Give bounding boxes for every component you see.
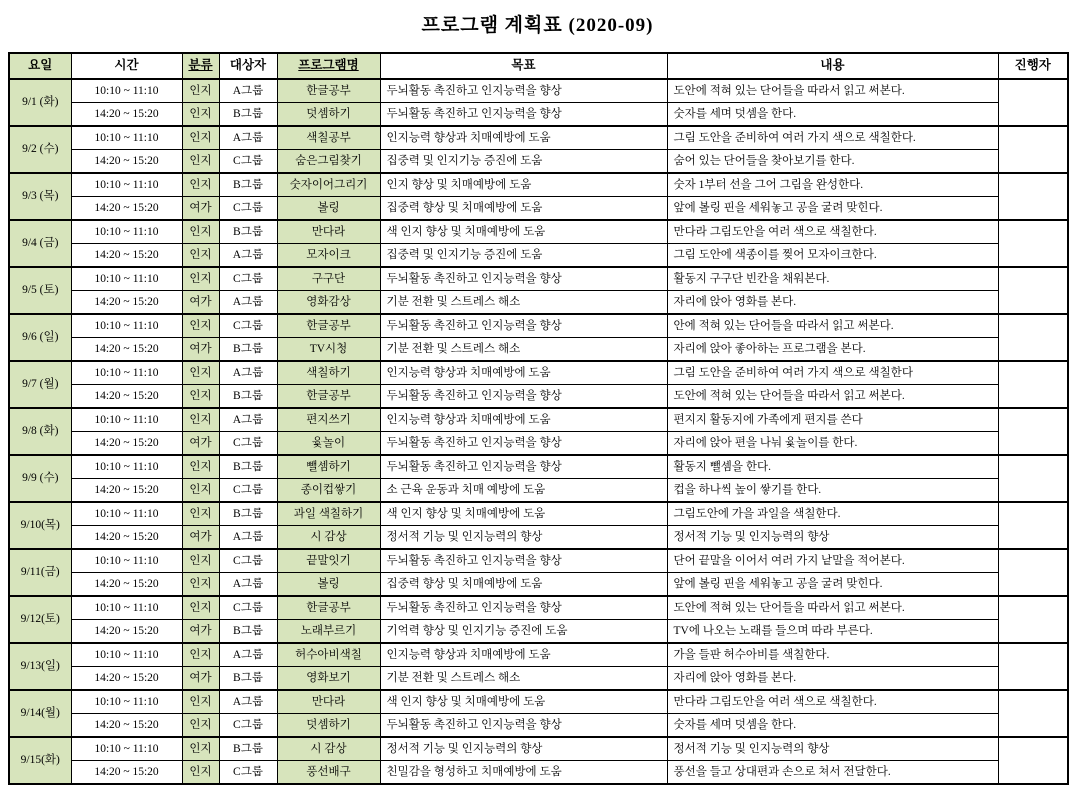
category-cell: 인지 [182,455,219,479]
day-cell: 9/5 (토) [9,267,71,314]
group-cell: A그룹 [219,643,277,667]
schedule-row [9,314,1068,338]
content-cell: 만다라 그림도안을 여러 색으로 색칠한다. [667,220,998,244]
category-cell: 인지 [182,314,219,338]
category-cell: 여가 [182,620,219,644]
group-cell: B그룹 [219,455,277,479]
day-cell: 9/13(일) [9,643,71,690]
time-cell: 14:20 ~ 15:20 [71,620,182,644]
schedule-row [9,549,1068,573]
goal-cell: 기분 전환 및 스트레스 해소 [380,291,667,315]
group-cell: C그룹 [219,549,277,573]
category-cell: 인지 [182,385,219,409]
day-cell: 9/6 (일) [9,314,71,361]
program-cell: 뺄셈하기 [277,455,380,479]
content-cell: 그림 도안을 준비하여 여러 가지 색으로 색칠한다. [667,126,998,150]
category-cell: 인지 [182,714,219,738]
goal-cell: 집중력 향상 및 치매예방에 도움 [380,573,667,597]
day-cell: 9/2 (수) [9,126,71,173]
day-cell: 9/11(금) [9,549,71,596]
group-cell: B그룹 [219,173,277,197]
day-cell: 9/9 (수) [9,455,71,502]
program-cell: 편지쓰기 [277,408,380,432]
day-cell: 9/3 (목) [9,173,71,220]
group-cell: A그룹 [219,361,277,385]
time-cell: 10:10 ~ 11:10 [71,549,182,573]
schedule-row [9,502,1068,526]
group-cell: C그룹 [219,267,277,291]
content-cell: 자리에 앉아 영화를 본다. [667,291,998,315]
content-cell: 숫자를 세며 덧셈을 한다. [667,103,998,127]
facilitator-cell [998,220,1068,267]
program-cell: 한글공부 [277,596,380,620]
page-title: 프로그램 계획표 (2020-09) [421,15,654,36]
schedule-row [9,220,1068,244]
schedule-row [9,526,1068,550]
group-cell: B그룹 [219,338,277,362]
content-cell: 자리에 앉아 편을 나눠 윷놀이를 한다. [667,432,998,456]
goal-cell: 인지능력 향상과 치매예방에 도움 [380,408,667,432]
program-cell: 윷놀이 [277,432,380,456]
goal-cell: 색 인지 향상 및 치매예방에 도움 [380,502,667,526]
day-cell: 9/7 (월) [9,361,71,408]
time-cell: 14:20 ~ 15:20 [71,714,182,738]
goal-cell: 기분 전환 및 스트레스 해소 [380,667,667,691]
group-cell: B그룹 [219,220,277,244]
category-cell: 인지 [182,690,219,714]
goal-cell: 두뇌활동 촉진하고 인지능력을 향상 [380,79,667,103]
category-cell: 여가 [182,338,219,362]
category-cell: 여가 [182,526,219,550]
day-cell: 9/14(월) [9,690,71,737]
goal-cell: 두뇌활동 촉진하고 인지능력을 향상 [380,385,667,409]
facilitator-cell [998,79,1068,126]
content-cell: 가을 들판 허수아비를 색칠한다. [667,643,998,667]
schedule-row [9,432,1068,456]
time-cell: 14:20 ~ 15:20 [71,526,182,550]
time-cell: 10:10 ~ 11:10 [71,361,182,385]
goal-cell: 두뇌활동 촉진하고 인지능력을 향상 [380,103,667,127]
content-cell: 숨어 있는 단어들을 찾아보기를 한다. [667,150,998,174]
program-cell: 시 감상 [277,526,380,550]
time-cell: 10:10 ~ 11:10 [71,408,182,432]
schedule-row [9,361,1068,385]
goal-cell: 두뇌활동 촉진하고 인지능력을 향상 [380,714,667,738]
category-cell: 인지 [182,173,219,197]
program-cell: 영화감상 [277,291,380,315]
schedule-row [9,103,1068,127]
time-cell: 14:20 ~ 15:20 [71,291,182,315]
facilitator-cell [998,361,1068,408]
schedule-row [9,596,1068,620]
content-cell: 그림 도안을 준비하여 여러 가지 색으로 색칠한다 [667,361,998,385]
program-cell: 덧셈하기 [277,103,380,127]
group-cell: B그룹 [219,620,277,644]
schedule-row [9,573,1068,597]
header-time: 시간 [71,53,182,79]
group-cell: C그룹 [219,479,277,503]
time-cell: 10:10 ~ 11:10 [71,126,182,150]
content-cell: 컵을 하나씩 높이 쌓기를 한다. [667,479,998,503]
time-cell: 10:10 ~ 11:10 [71,173,182,197]
category-cell: 여가 [182,197,219,221]
goal-cell: 색 인지 향상 및 치매예방에 도움 [380,220,667,244]
time-cell: 14:20 ~ 15:20 [71,432,182,456]
goal-cell: 두뇌활동 촉진하고 인지능력을 향상 [380,432,667,456]
content-cell: 그림 도안에 색종이를 찢어 모자이크한다. [667,244,998,268]
goal-cell: 두뇌활동 촉진하고 인지능력을 향상 [380,596,667,620]
facilitator-cell [998,737,1068,784]
time-cell: 14:20 ~ 15:20 [71,667,182,691]
goal-cell: 두뇌활동 촉진하고 인지능력을 향상 [380,455,667,479]
category-cell: 인지 [182,737,219,761]
schedule-row [9,455,1068,479]
content-cell: TV에 나오는 노래를 들으며 따라 부른다. [667,620,998,644]
goal-cell: 집중력 및 인지기능 증진에 도움 [380,244,667,268]
goal-cell: 기억력 향상 및 인지기능 증진에 도움 [380,620,667,644]
category-cell: 인지 [182,502,219,526]
category-cell: 인지 [182,596,219,620]
group-cell: C그룹 [219,761,277,785]
time-cell: 14:20 ~ 15:20 [71,103,182,127]
schedule-row [9,479,1068,503]
program-cell: 색칠하기 [277,361,380,385]
group-cell: B그룹 [219,103,277,127]
program-cell: 모자이크 [277,244,380,268]
category-cell: 인지 [182,79,219,103]
program-cell: 과일 색칠하기 [277,502,380,526]
facilitator-cell [998,126,1068,173]
table-header-row [9,53,1068,79]
time-cell: 10:10 ~ 11:10 [71,314,182,338]
time-cell: 14:20 ~ 15:20 [71,479,182,503]
group-cell: B그룹 [219,502,277,526]
goal-cell: 소 근육 운동과 치매 예방에 도움 [380,479,667,503]
time-cell: 10:10 ~ 11:10 [71,220,182,244]
goal-cell: 집중력 및 인지기능 증진에 도움 [380,150,667,174]
day-cell: 9/8 (화) [9,408,71,455]
time-cell: 10:10 ~ 11:10 [71,267,182,291]
time-cell: 14:20 ~ 15:20 [71,197,182,221]
group-cell: A그룹 [219,126,277,150]
goal-cell: 두뇌활동 촉진하고 인지능력을 향상 [380,549,667,573]
goal-cell: 친밀감을 형성하고 치매예방에 도움 [380,761,667,785]
category-cell: 인지 [182,643,219,667]
group-cell: A그룹 [219,573,277,597]
category-cell: 여가 [182,291,219,315]
time-cell: 14:20 ~ 15:20 [71,244,182,268]
category-cell: 인지 [182,150,219,174]
program-cell: TV시청 [277,338,380,362]
category-cell: 인지 [182,573,219,597]
facilitator-cell [998,596,1068,643]
group-cell: B그룹 [219,385,277,409]
content-cell: 자리에 앉아 영화를 본다. [667,667,998,691]
header-category: 분류 [182,53,219,79]
program-cell: 한글공부 [277,314,380,338]
facilitator-cell [998,267,1068,314]
goal-cell: 색 인지 향상 및 치매예방에 도움 [380,690,667,714]
goal-cell: 정서적 기능 및 인지능력의 향상 [380,737,667,761]
schedule-row [9,267,1068,291]
schedule-row [9,79,1068,103]
program-cell: 시 감상 [277,737,380,761]
program-cell: 한글공부 [277,79,380,103]
facilitator-cell [998,314,1068,361]
goal-cell: 인지 향상 및 치매예방에 도움 [380,173,667,197]
header-group: 대상자 [219,53,277,79]
facilitator-cell [998,173,1068,220]
schedule-row [9,761,1068,785]
content-cell: 활동지 구구단 빈칸을 채워본다. [667,267,998,291]
content-cell: 정서적 기능 및 인지능력의 향상 [667,737,998,761]
group-cell: C그룹 [219,596,277,620]
schedule-row [9,690,1068,714]
schedule-row [9,173,1068,197]
program-cell: 노래부르기 [277,620,380,644]
goal-cell: 정서적 기능 및 인지능력의 향상 [380,526,667,550]
category-cell: 인지 [182,244,219,268]
program-cell: 색칠공부 [277,126,380,150]
time-cell: 14:20 ~ 15:20 [71,338,182,362]
program-cell: 풍선배구 [277,761,380,785]
content-cell: 도안에 적혀 있는 단어들을 따라서 읽고 써본다. [667,385,998,409]
group-cell: A그룹 [219,79,277,103]
schedule-row [9,408,1068,432]
goal-cell: 인지능력 향상과 치매예방에 도움 [380,361,667,385]
goal-cell: 두뇌활동 촉진하고 인지능력을 향상 [380,267,667,291]
program-cell: 영화보기 [277,667,380,691]
time-cell: 10:10 ~ 11:10 [71,643,182,667]
program-cell: 숨은그림찾기 [277,150,380,174]
time-cell: 10:10 ~ 11:10 [71,455,182,479]
group-cell: C그룹 [219,197,277,221]
goal-cell: 기분 전환 및 스트레스 해소 [380,338,667,362]
schedule-row [9,620,1068,644]
program-cell: 덧셈하기 [277,714,380,738]
goal-cell: 두뇌활동 촉진하고 인지능력을 향상 [380,314,667,338]
program-cell: 만다라 [277,690,380,714]
time-cell: 10:10 ~ 11:10 [71,596,182,620]
header-goal: 목표 [380,53,667,79]
content-cell: 도안에 적혀 있는 단어들을 따라서 읽고 써본다. [667,79,998,103]
category-cell: 인지 [182,126,219,150]
category-cell: 인지 [182,361,219,385]
schedule-row [9,338,1068,362]
facilitator-cell [998,502,1068,549]
group-cell: A그룹 [219,526,277,550]
facilitator-cell [998,408,1068,455]
group-cell: A그룹 [219,690,277,714]
group-cell: C그룹 [219,150,277,174]
category-cell: 여가 [182,667,219,691]
content-cell: 숫자를 세며 덧셈을 한다. [667,714,998,738]
group-cell: B그룹 [219,737,277,761]
schedule-row [9,643,1068,667]
program-cell: 볼링 [277,197,380,221]
category-cell: 인지 [182,761,219,785]
program-cell: 구구단 [277,267,380,291]
schedule-row [9,197,1068,221]
group-cell: C그룹 [219,314,277,338]
program-schedule-table [8,52,1069,785]
program-cell: 한글공부 [277,385,380,409]
category-cell: 여가 [182,432,219,456]
content-cell: 자리에 앉아 좋아하는 프로그램을 본다. [667,338,998,362]
content-cell: 도안에 적혀 있는 단어들을 따라서 읽고 써본다. [667,596,998,620]
day-cell: 9/15(화) [9,737,71,784]
content-cell: 단어 끝말을 이어서 여러 가지 낱말을 적어본다. [667,549,998,573]
time-cell: 14:20 ~ 15:20 [71,573,182,597]
category-cell: 인지 [182,549,219,573]
category-cell: 인지 [182,103,219,127]
schedule-row [9,737,1068,761]
facilitator-cell [998,549,1068,596]
category-cell: 인지 [182,267,219,291]
day-cell: 9/1 (화) [9,79,71,126]
program-cell: 볼링 [277,573,380,597]
day-cell: 9/12(토) [9,596,71,643]
group-cell: A그룹 [219,244,277,268]
program-cell: 끝말잇기 [277,549,380,573]
category-cell: 인지 [182,220,219,244]
content-cell: 활동지 뺄셈을 한다. [667,455,998,479]
category-cell: 인지 [182,479,219,503]
program-cell: 숫자이어그리기 [277,173,380,197]
time-cell: 14:20 ~ 15:20 [71,150,182,174]
schedule-row [9,291,1068,315]
facilitator-cell [998,455,1068,502]
content-cell: 안에 적혀 있는 단어들을 따라서 읽고 써본다. [667,314,998,338]
header-day: 요일 [9,53,71,79]
group-cell: B그룹 [219,667,277,691]
facilitator-cell [998,690,1068,737]
goal-cell: 인지능력 향상과 치매예방에 도움 [380,643,667,667]
header-content: 내용 [667,53,998,79]
content-cell: 만다라 그림도안을 여러 색으로 색칠한다. [667,690,998,714]
time-cell: 10:10 ~ 11:10 [71,737,182,761]
day-cell: 9/10(목) [9,502,71,549]
content-cell: 숫자 1부터 선을 그어 그림을 완성한다. [667,173,998,197]
time-cell: 10:10 ~ 11:10 [71,690,182,714]
schedule-row [9,385,1068,409]
content-cell: 편지지 활동지에 가족에게 편지를 쓴다 [667,408,998,432]
schedule-row [9,126,1068,150]
program-cell: 만다라 [277,220,380,244]
schedule-row [9,714,1068,738]
schedule-row [9,244,1068,268]
schedule-row [9,150,1068,174]
header-program: 프로그램명 [277,53,380,79]
program-cell: 허수아비색칠 [277,643,380,667]
content-cell: 정서적 기능 및 인지능력의 향상 [667,526,998,550]
content-cell: 앞에 볼링 핀을 세워놓고 공을 굴려 맞힌다. [667,197,998,221]
goal-cell: 집중력 향상 및 치매예방에 도움 [380,197,667,221]
group-cell: A그룹 [219,291,277,315]
header-facilitator: 진행자 [998,53,1068,79]
content-cell: 풍선을 들고 상대편과 손으로 쳐서 전달한다. [667,761,998,785]
content-cell: 그림도안에 가을 과일을 색칠한다. [667,502,998,526]
day-cell: 9/4 (금) [9,220,71,267]
group-cell: C그룹 [219,432,277,456]
time-cell: 10:10 ~ 11:10 [71,79,182,103]
time-cell: 14:20 ~ 15:20 [71,385,182,409]
schedule-row [9,667,1068,691]
content-cell: 앞에 볼링 핀을 세워놓고 공을 굴려 맞힌다. [667,573,998,597]
time-cell: 10:10 ~ 11:10 [71,502,182,526]
group-cell: C그룹 [219,714,277,738]
goal-cell: 인지능력 향상과 치매예방에 도움 [380,126,667,150]
category-cell: 인지 [182,408,219,432]
time-cell: 14:20 ~ 15:20 [71,761,182,785]
group-cell: A그룹 [219,408,277,432]
facilitator-cell [998,643,1068,690]
program-cell: 종이컵쌓기 [277,479,380,503]
